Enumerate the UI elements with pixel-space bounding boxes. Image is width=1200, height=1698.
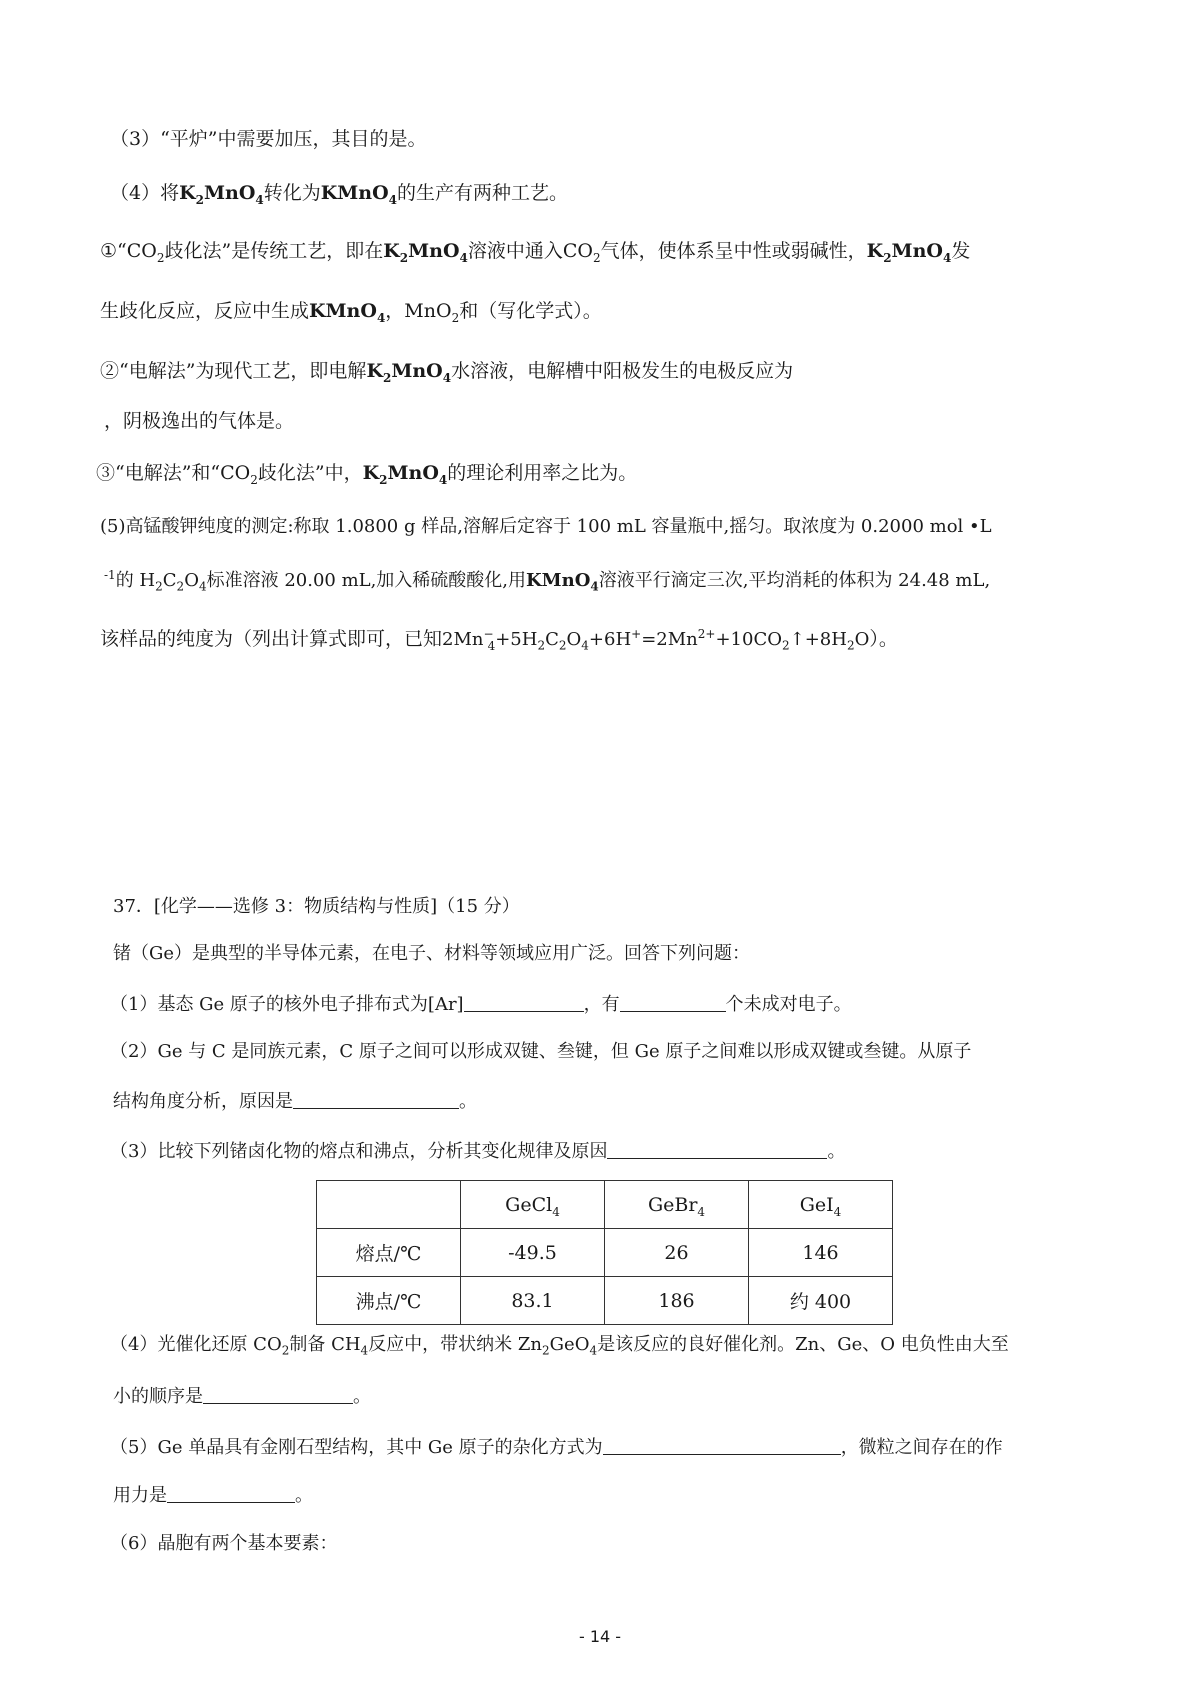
table-cell: 熔点/℃ — [317, 1229, 461, 1277]
q37-part4-line1: （4）光催化还原 $CO_2$制备 $CH_4$反应中，带状纳米 $Zn_2GeO_4$是该反应的良好催化剂。Zn、Ge、O 电负性由大至 — [110, 1334, 1009, 1358]
q36-part4-method1-line2: 生歧化反应，反应中生成KMnO$_4$，MnO$_2$和（写化学式）。 — [100, 300, 602, 325]
q36-part4-method3: ③“电解法”和“$CO_2$歧化法”中，$K_2MnO_4$的理论利用率之比为。 — [96, 462, 638, 487]
q36-part5-line2: $^{-1}$的 $H_2C_2O_4$标准溶液 20.00 mL,加入稀硫酸酸化,用KMnO$_4$溶液平行滴定三次,平均消耗的体积为 24.48 mL, — [104, 568, 991, 594]
answer-blank — [620, 993, 726, 1012]
q36-part4-method2-line2: ，阴极逸出的气体是。 — [104, 410, 295, 432]
q36-part3: （3）“平炉”中需要加压，其目的是。 — [110, 128, 427, 150]
answer-blank — [464, 993, 584, 1012]
answer-blank — [167, 1484, 295, 1503]
q36-part5-line1: (5)高锰酸钾纯度的测定:称取 1.0800 g 样品,溶解后定容于 100 mL 容量瓶中,摇匀。取浓度为 0.2000 mol •L — [100, 516, 992, 537]
table-header-cell: GeCl$_4$ — [461, 1181, 605, 1229]
permanganate-equation: $2Mn^-_4+5H_2C_2O_4+6H^+=2Mn^{2+}+10CO_2↑+8H_2O$ — [442, 627, 870, 653]
answer-blank — [607, 1140, 827, 1159]
table-cell: 沸点/℃ — [317, 1277, 461, 1325]
q37-part4-line2: 小的顺序是 。 — [113, 1386, 371, 1407]
answer-blank — [603, 1436, 841, 1455]
table-row — [317, 1277, 893, 1325]
q37-part2-line2: 结构角度分析，原因是 。 — [113, 1091, 477, 1112]
table-cell: 186 — [605, 1277, 749, 1325]
table-cell: 26 — [605, 1229, 749, 1277]
answer-blank — [293, 1090, 459, 1109]
q37-part2-line1: （2）Ge 与 C 是同族元素，C 原子之间可以形成双键、叁键，但 Ge 原子之间难以形成双键或叁键。从原子 — [110, 1041, 972, 1062]
table-cell: 约 400 — [749, 1277, 893, 1325]
germanium-halide-table — [316, 1180, 893, 1325]
q36-part4-intro: （4）将$K_2MnO_4$转化为KMnO$_4$的生产有两种工艺。 — [110, 182, 569, 207]
page-number: - 14 - — [578, 1627, 622, 1646]
table-cell: 83.1 — [461, 1277, 605, 1325]
q37-intro: 锗（Ge）是典型的半导体元素，在电子、材料等领域应用广泛。回答下列问题： — [113, 943, 751, 964]
q36-part4-method2-line1: ②“电解法”为现代工艺，即电解$K_2MnO_4$水溶液，电解槽中阳极发生的电极反应为 — [100, 360, 794, 385]
q37-part3: （3）比较下列锗卤化物的熔点和沸点，分析其变化规律及原因 。 — [110, 1141, 846, 1162]
q36-part4-method1-line1: $①“CO_2$歧化法”是传统工艺，即在$K_2MnO_4$溶液中通入$CO_2$气体，使体系呈中性或弱碱性，$K_2MnO_4$发 — [100, 240, 971, 265]
table-header-row — [317, 1181, 893, 1229]
q37-part6: （6）晶胞有两个基本要素： — [110, 1533, 338, 1554]
q37-part1: （1）基态 Ge 原子的核外电子排布式为[Ar] ，有 个未成对电子。 — [110, 994, 852, 1015]
q37-part5-line1: （5）Ge 单晶具有金刚石型结构，其中 Ge 原子的杂化方式为 ，微粒之间存在的作 — [110, 1437, 1003, 1458]
table-header-cell — [317, 1181, 461, 1229]
answer-blank — [203, 1385, 353, 1404]
table-cell: -49.5 — [461, 1229, 605, 1277]
q37-title: 37．[化学——选修 3：物质结构与性质]（15 分） — [113, 896, 520, 917]
table-header-cell: GeBr$_4$ — [605, 1181, 749, 1229]
q36-part5-line3: 该样品的纯度为（列出计算式即可，已知$2Mn^-_4+5H_2C_2O_4+6H^+=2Mn^{2+}+10CO_2↑+8H_2O$）。 — [100, 627, 898, 653]
table-cell: 146 — [749, 1229, 893, 1277]
table-header-cell: GeI$_4$ — [749, 1181, 893, 1229]
q37-part5-line2: 用力是 。 — [113, 1485, 313, 1506]
table-row — [317, 1229, 893, 1277]
